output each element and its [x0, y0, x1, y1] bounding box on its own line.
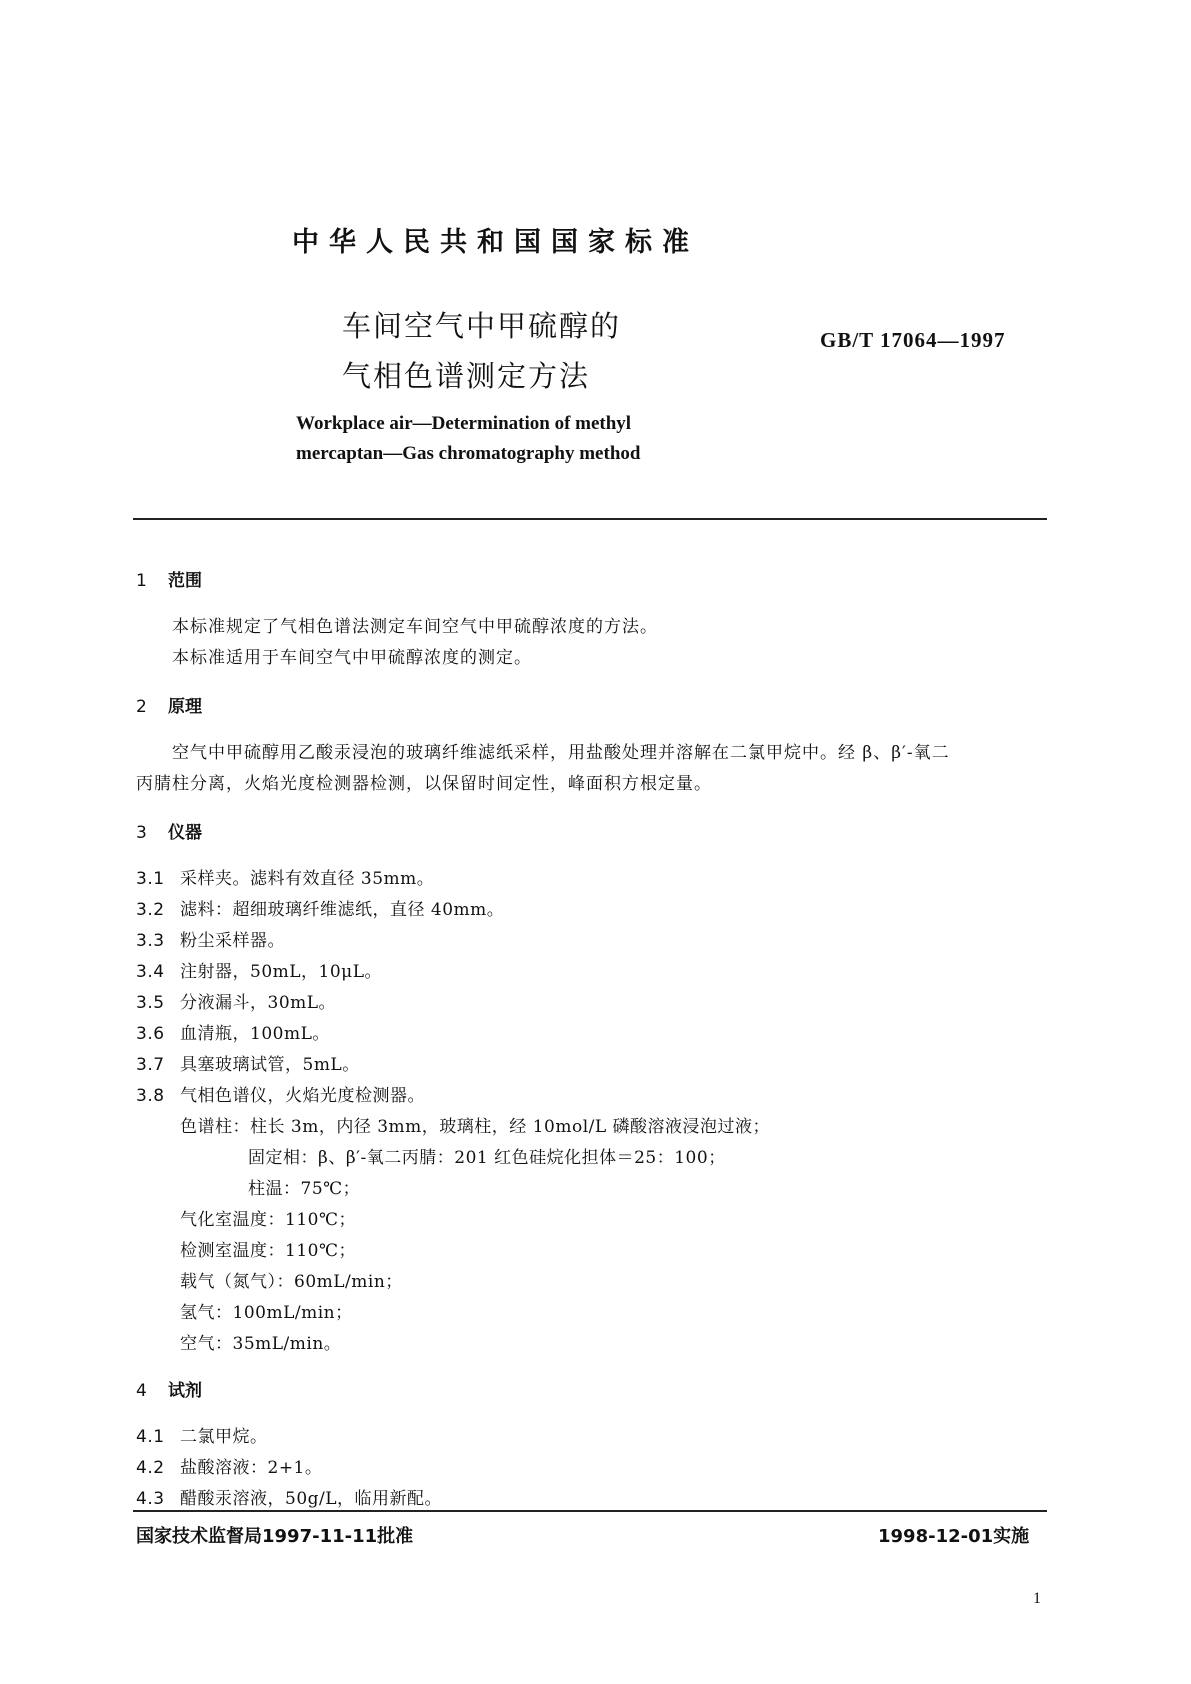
section-2-heading — [136, 692, 202, 717]
item-number: 3.6 — [136, 1024, 165, 1044]
list-item — [136, 926, 285, 951]
list-item — [136, 957, 382, 982]
paragraph: 本标准规定了气相色谱法测定车间空气中甲硫醇浓度的方法。 — [172, 617, 658, 637]
item-text: 滤料：超细玻璃纤维滤纸，直径 40mm。 — [180, 900, 505, 920]
section-title: 原理 — [168, 697, 202, 717]
item-text: 采样夹。滤料有效直径 35mm。 — [180, 869, 435, 889]
section-number: 4 — [136, 1381, 147, 1401]
item-text: 二氯甲烷。 — [180, 1427, 268, 1447]
item-number: 3.4 — [136, 962, 165, 982]
item-text: 分液漏斗，30mL。 — [180, 993, 337, 1013]
section-number: 1 — [136, 571, 147, 591]
item-text: 盐酸溶液：2+1。 — [180, 1458, 323, 1478]
item-number: 3.5 — [136, 993, 165, 1013]
item-text: 气相色谱仪，火焰光度检测器。 — [180, 1086, 425, 1106]
section-title: 范围 — [168, 571, 202, 591]
section-3-heading — [136, 818, 202, 843]
item-number: 4.2 — [136, 1458, 165, 1478]
list-item — [136, 1422, 268, 1447]
item-number: 4.1 — [136, 1427, 165, 1447]
condition-hydrogen: 氢气：100mL/min； — [180, 1303, 353, 1323]
page-number: 1 — [1033, 1590, 1041, 1607]
english-title-line2: mercaptan—Gas chromatography method — [296, 443, 641, 464]
item-number: 3.2 — [136, 900, 165, 920]
footer-divider — [133, 1510, 1047, 1512]
condition-stationary-phase: 固定相：β、β′-氧二丙腈：201 红色硅烷化担体＝25：100； — [248, 1148, 726, 1168]
document-title-line1: 车间空气中甲硫醇的 — [342, 309, 622, 343]
list-item — [136, 988, 336, 1013]
item-number: 4.3 — [136, 1489, 165, 1509]
condition-detector-temp: 检测室温度：110℃； — [180, 1241, 356, 1261]
condition-air: 空气：35mL/min。 — [180, 1334, 342, 1354]
header-divider — [133, 518, 1047, 520]
condition-column: 色谱柱：柱长 3m，内径 3mm，玻璃柱，经 10mol/L 磷酸溶液浸泡过液； — [180, 1117, 771, 1137]
condition-carrier-gas: 载气（氮气）：60mL/min； — [180, 1272, 403, 1292]
english-title-line1: Workplace air—Determination of methyl — [296, 413, 632, 434]
item-text: 具塞玻璃试管，5mL。 — [180, 1055, 360, 1075]
paragraph: 本标准适用于车间空气中甲硫醇浓度的测定。 — [172, 648, 532, 668]
item-number: 3.8 — [136, 1086, 165, 1106]
condition-vaporizer-temp: 气化室温度：110℃； — [180, 1210, 356, 1230]
list-item — [136, 1453, 322, 1478]
standard-number: GB/T 17064—1997 — [820, 328, 1006, 352]
implementation-date: 1998-12-01实施 — [878, 1526, 1030, 1547]
paragraph-line: 空气中甲硫醇用乙酸汞浸泡的玻璃纤维滤纸采样，用盐酸处理并溶解在二氯甲烷中。经 β、β′-氧二 — [172, 743, 950, 763]
national-standard-heading: 中华人民共和国国家标准 — [292, 227, 699, 258]
list-item — [136, 1019, 330, 1044]
list-item — [136, 1081, 425, 1106]
section-number: 2 — [136, 697, 147, 717]
approval-statement: 国家技术监督局1997-11-11批准 — [136, 1526, 414, 1547]
section-4-heading — [136, 1376, 202, 1401]
section-number: 3 — [136, 823, 147, 843]
list-item — [136, 895, 504, 920]
paragraph-line: 丙腈柱分离，火焰光度检测器检测，以保留时间定性，峰面积方根定量。 — [136, 774, 712, 794]
section-title: 试剂 — [168, 1381, 202, 1401]
item-number: 3.7 — [136, 1055, 165, 1075]
item-text: 粉尘采样器。 — [180, 931, 285, 951]
item-text: 醋酸汞溶液，50g/L，临用新配。 — [180, 1489, 443, 1509]
condition-column-temp: 柱温：75℃； — [248, 1179, 361, 1199]
item-text: 注射器，50mL，10μL。 — [180, 962, 383, 982]
list-item — [136, 1050, 360, 1075]
item-text: 血清瓶，100mL。 — [180, 1024, 330, 1044]
list-item — [136, 1484, 442, 1509]
section-title: 仪器 — [168, 823, 202, 843]
item-number: 3.1 — [136, 869, 165, 889]
list-item — [136, 864, 434, 889]
document-title-line2: 气相色谱测定方法 — [342, 359, 591, 393]
section-1-heading — [136, 566, 202, 591]
item-number: 3.3 — [136, 931, 165, 951]
